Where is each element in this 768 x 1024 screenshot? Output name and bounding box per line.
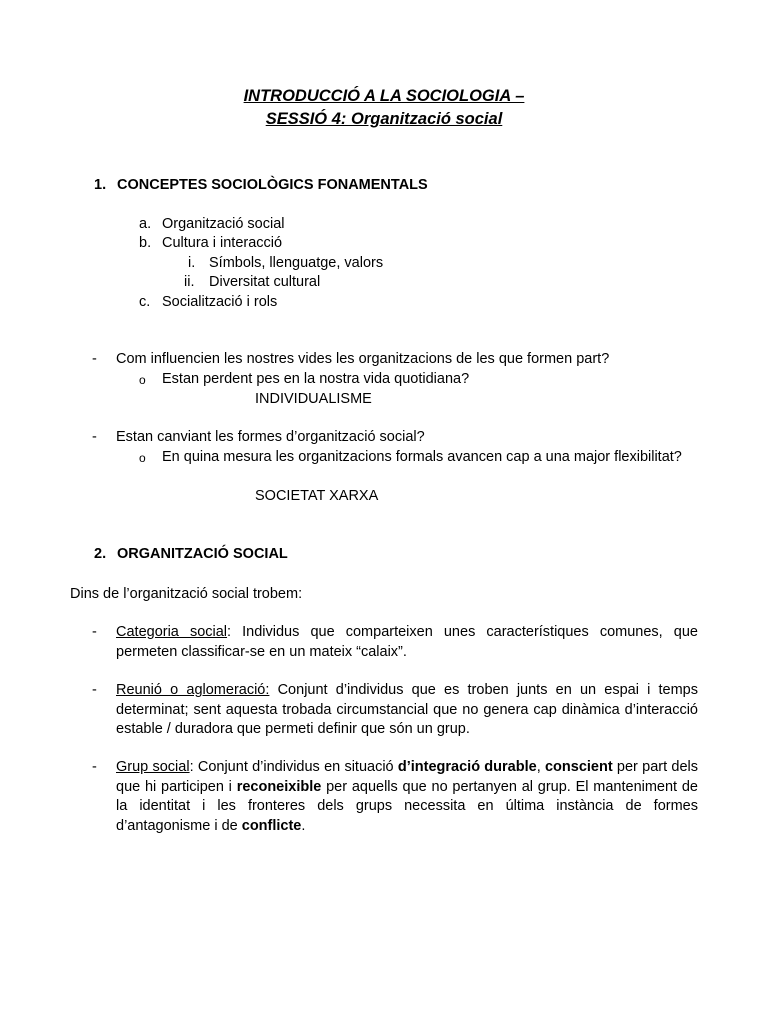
question-answer: INDIVIDUALISME bbox=[255, 391, 372, 407]
definition-text: , bbox=[536, 759, 545, 775]
question-answer: SOCIETAT XARXA bbox=[255, 488, 379, 504]
dash-bullet: - bbox=[92, 682, 97, 698]
definition-term: Reunió o aglomeració: bbox=[116, 682, 270, 698]
question-subtext: En quina mesura les organitzacions formals avancen cap a una major flexibilitat? bbox=[162, 449, 682, 465]
definition-bold: d’integració durable bbox=[397, 759, 537, 775]
dash-bullet: - bbox=[92, 624, 97, 640]
definition-text: per aquells que no pertanyen al grup. El manteniment de la identitat i les fronteres dels grups necessita en última instància de formes d’antagonisme i de bbox=[116, 778, 698, 834]
definition-text: per part dels que hi participen i bbox=[116, 759, 698, 795]
section1-heading: CONCEPTES SOCIOLÒGICS FONAMENTALS bbox=[117, 177, 428, 193]
sublist-item: Símbols, llenguatge, valors bbox=[209, 255, 384, 271]
section1-number: 1. bbox=[94, 177, 107, 193]
document-title-line2: SESSIÓ 4: Organització social bbox=[265, 110, 503, 128]
definition-term: Categoria social bbox=[116, 624, 228, 640]
definition-bold: conscient bbox=[544, 759, 613, 775]
definition-term: Grup social bbox=[116, 759, 190, 775]
definition-bold: conflicte bbox=[241, 817, 302, 834]
definition-grup-social bbox=[116, 758, 698, 836]
definition-categoria-social bbox=[116, 623, 698, 662]
definition-bold: reconeixible bbox=[236, 778, 322, 795]
question-text: Com influencien les nostres vides les organitzacions de les que formen part? bbox=[116, 351, 610, 367]
document-title-line1: INTRODUCCIÓ A LA SOCIOLOGIA – bbox=[243, 87, 525, 105]
definition-text: : Individus que comparteixen unes característiques comunes, que permeten classificar-se en un mateix “calaix”. bbox=[116, 624, 698, 660]
list-marker: a. bbox=[139, 216, 152, 232]
list-item: Socialització i rols bbox=[162, 294, 278, 310]
sublist-item: Diversitat cultural bbox=[209, 274, 321, 290]
definition-text: . bbox=[301, 817, 306, 834]
section2-heading: ORGANITZACIÓ SOCIAL bbox=[117, 546, 288, 562]
dash-bullet: - bbox=[92, 429, 97, 445]
circle-bullet: o bbox=[139, 451, 146, 465]
sublist-marker: ii. bbox=[184, 274, 195, 290]
section2-intro: Dins de l’organització social trobem: bbox=[70, 586, 303, 602]
list-marker: b. bbox=[139, 235, 152, 251]
sublist-marker: i. bbox=[188, 255, 196, 271]
list-item: Organització social bbox=[162, 216, 285, 232]
section2-number: 2. bbox=[94, 546, 107, 562]
dash-bullet: - bbox=[92, 759, 97, 775]
question-subtext: Estan perdent pes en la nostra vida quotidiana? bbox=[162, 371, 470, 387]
dash-bullet: - bbox=[92, 351, 97, 367]
list-marker: c. bbox=[139, 294, 151, 310]
list-item: Cultura i interacció bbox=[162, 235, 283, 251]
definition-text: : Conjunt d’individus en situació bbox=[189, 759, 398, 775]
definition-reunio bbox=[116, 681, 698, 740]
question-text: Estan canviant les formes d’organització social? bbox=[116, 429, 425, 445]
circle-bullet: o bbox=[139, 373, 146, 387]
definition-text: Conjunt d’individus que es troben junts en un espai i temps determinat; sent aquesta trobada circumstancial que no genera cap dinàmica d’interacció estable / duradora que permeti definir que són un grup. bbox=[116, 682, 698, 737]
